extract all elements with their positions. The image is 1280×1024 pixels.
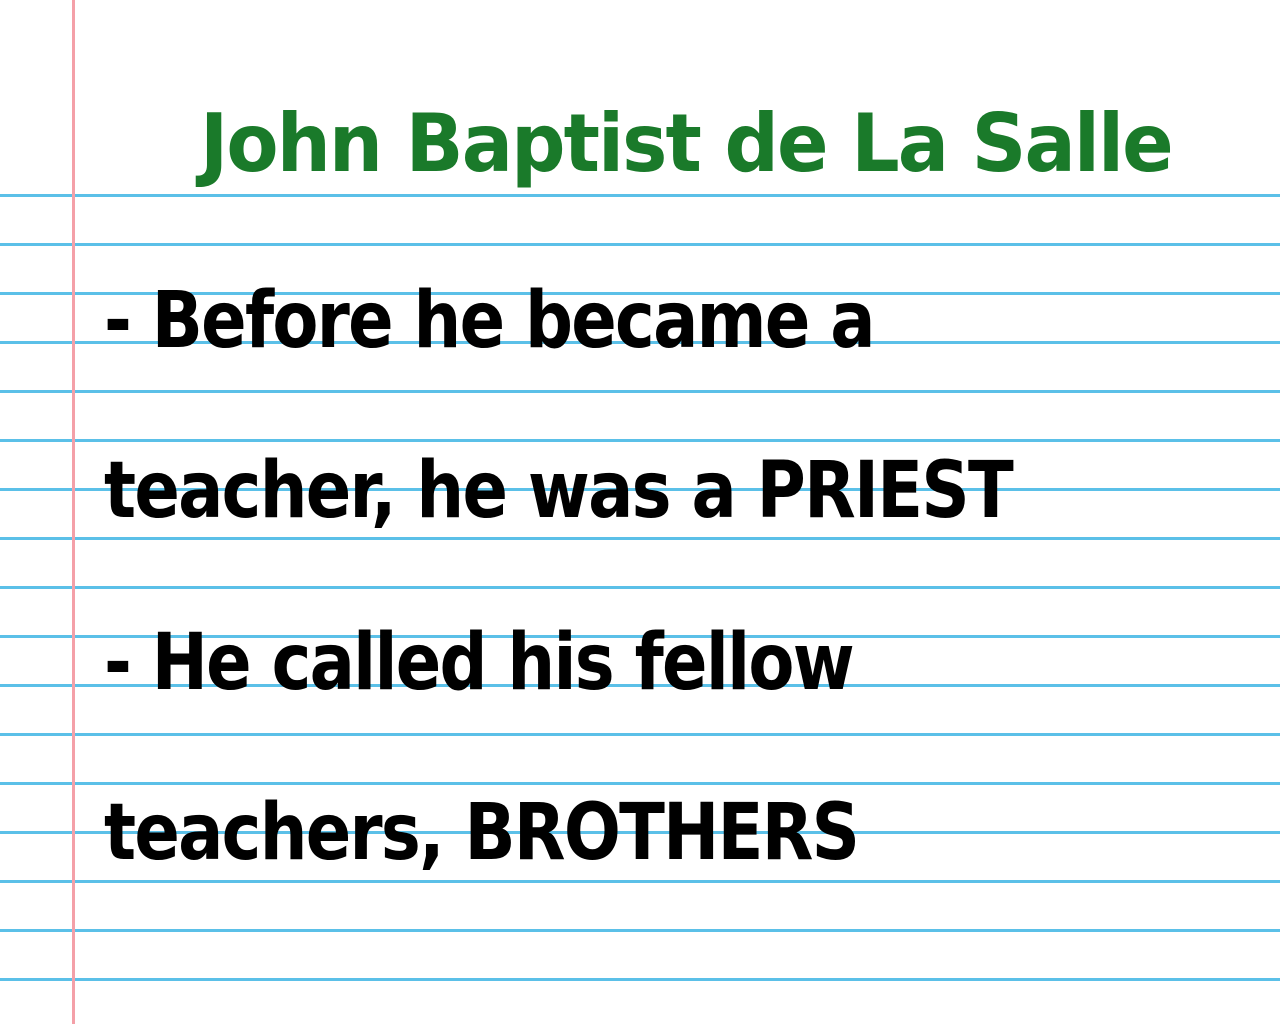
note-line-2: teacher, he was a PRIEST (104, 446, 1013, 536)
ruled-line (0, 782, 1280, 785)
ruled-line (0, 243, 1280, 246)
ruled-line (0, 537, 1280, 540)
page-title: John Baptist de La Salle (200, 97, 1172, 190)
note-line-1: - Before he became a (104, 276, 874, 366)
ruled-line (0, 929, 1280, 932)
note-line-4: teachers, BROTHERS (104, 788, 859, 878)
ruled-line (0, 439, 1280, 442)
ruled-line (0, 880, 1280, 883)
note-line-3: - He called his fellow (104, 618, 853, 708)
ruled-line (0, 586, 1280, 589)
ruled-line (0, 390, 1280, 393)
ruled-line (0, 733, 1280, 736)
ruled-line (0, 194, 1280, 197)
margin-line (72, 0, 75, 1024)
ruled-line (0, 978, 1280, 981)
